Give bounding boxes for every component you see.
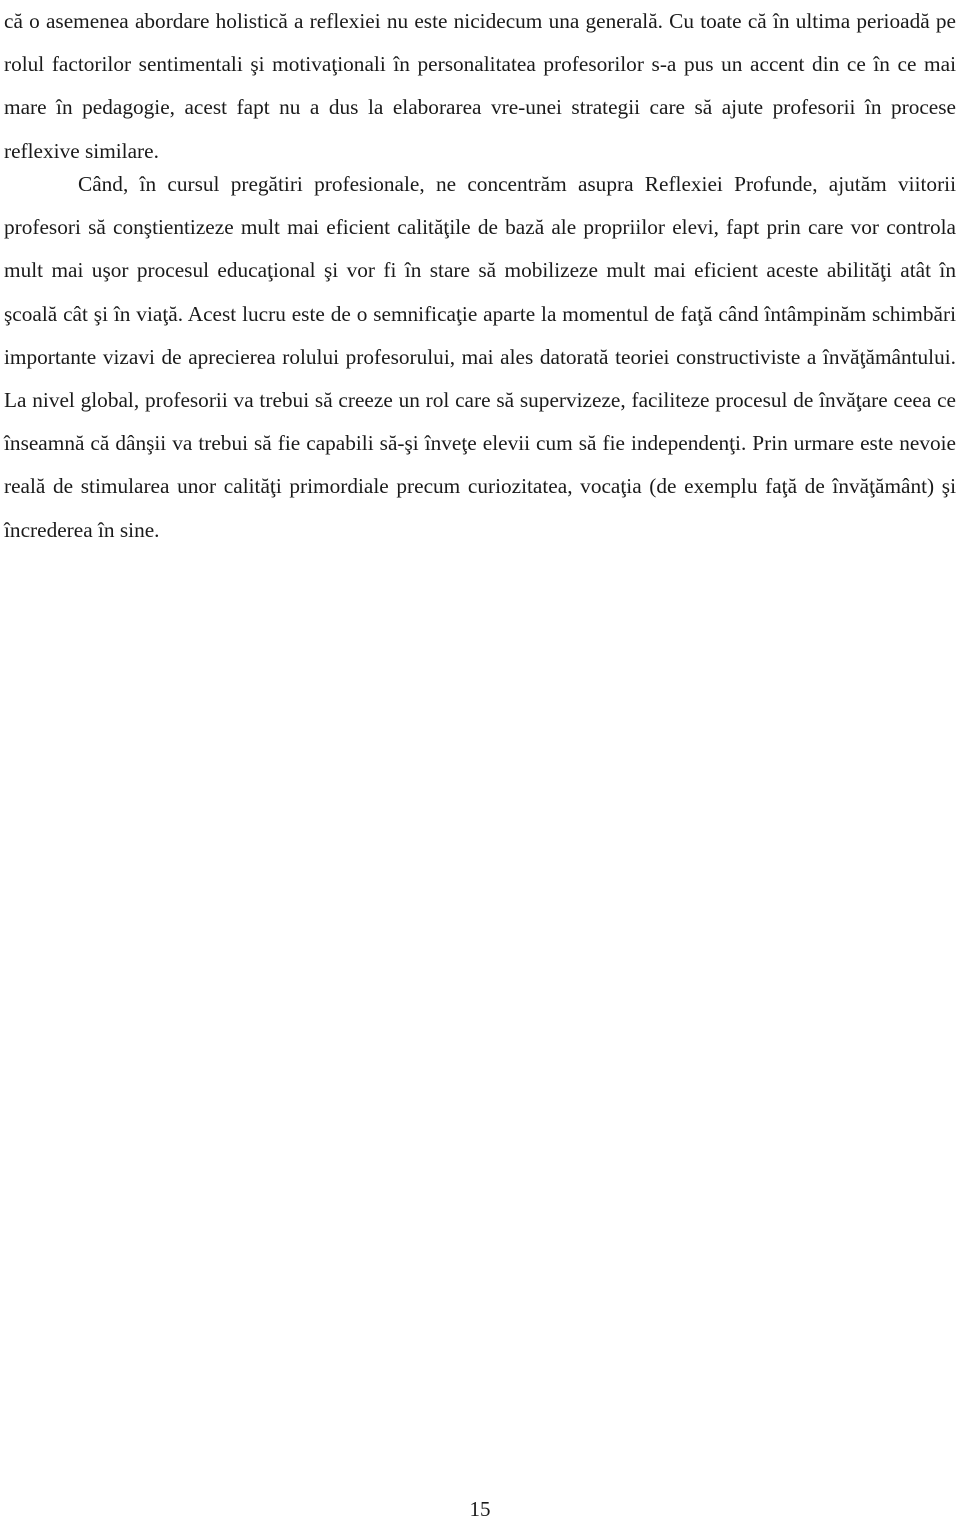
paragraph-deep-reflection: Când, în cursul pregătiri profesionale, ne concentrăm asupra Reflexiei Profunde, ajutăm viitorii profesori să conştientizeze mult mai eficient calităţile de bază ale propriilor elevi, fapt prin care vor controla mult mai uşor procesul educaţional şi vor fi în stare să mobilizeze mult mai eficient aceste abilităţi atât în şcoală cât şi în viaţă. Acest lucru este de o semnificaţie aparte la momentul de faţă când întâmpinăm schimbări importante vizavi de aprecierea rolului profesorului, mai ales datorată teoriei constructiviste a învăţământului. La nivel global, profesorii va trebui să creeze un rol care să supervizeze, faciliteze procesul de învăţare ceea ce înseamnă că dânşii va trebui să fie capabili să-şi înveţe elevii cum să fie independenţi. Prin urmare este nevoie reală de stimularea unor calităţi primordiale precum curiozitatea, vocaţia (de exemplu faţă de învăţământ) şi încrederea în sine. <box>4 172 956 542</box>
page-number: 15 <box>469 1497 491 1521</box>
paragraph-continued: că o asemenea abordare holistică a reflexiei nu este nicidecum una generală. Cu toate că în ultima perioadă pe rolul factorilor sentimentali şi motivaţionali în personalitatea profesorilor s-a pus un accent din ce în ce mai mare în pedagogie, acest fapt nu a dus la elaborarea vre-unei strategii care să ajute profesorii în procese reflexive similare. <box>4 9 956 163</box>
